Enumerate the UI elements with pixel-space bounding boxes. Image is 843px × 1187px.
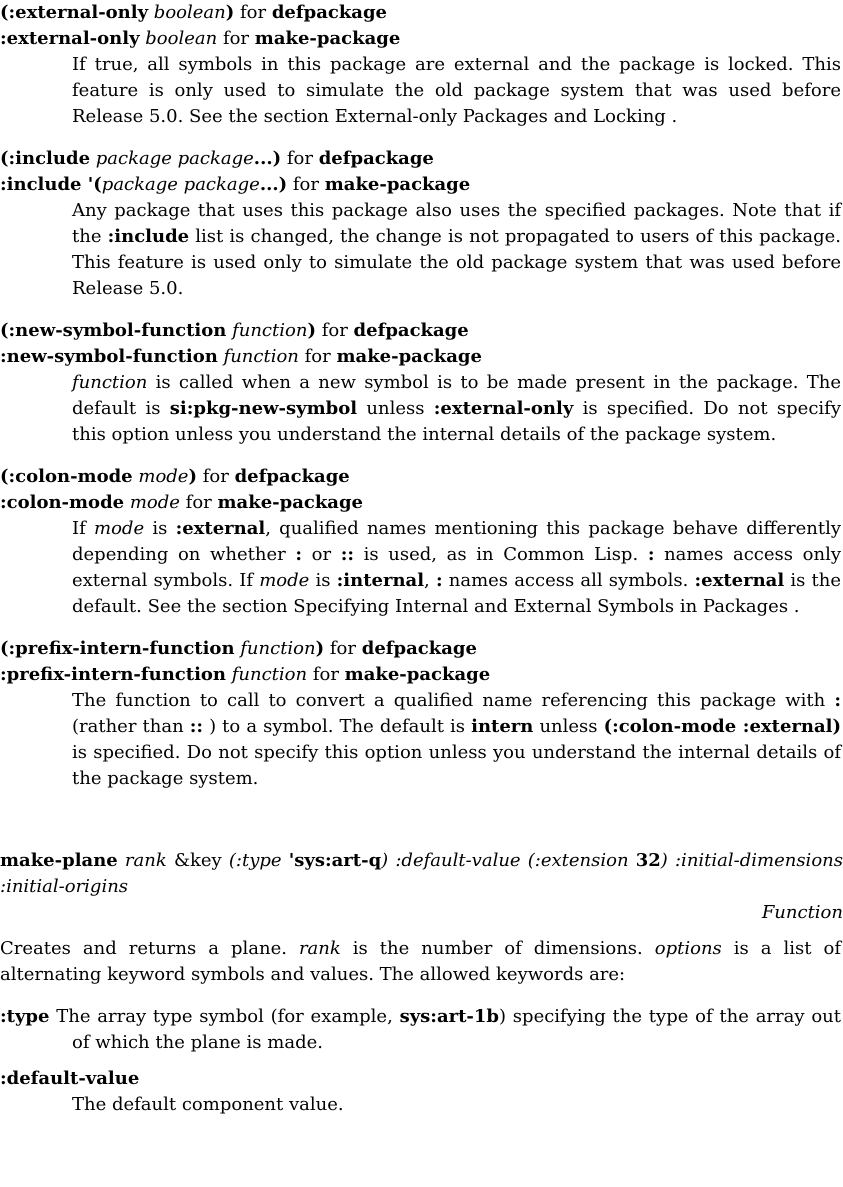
desc-text: If xyxy=(72,518,95,539)
keyword-ref: :internal xyxy=(336,570,425,591)
for-word: for xyxy=(304,346,331,367)
option-description xyxy=(72,370,841,448)
desc-text: or xyxy=(302,544,341,565)
option-external-only xyxy=(0,0,843,130)
colon-ref: : xyxy=(295,544,303,565)
keyword-ref: :external-only xyxy=(433,398,574,419)
for-word: for xyxy=(292,174,319,195)
for-word: for xyxy=(329,638,356,659)
option-keyword: :external-only xyxy=(8,2,149,23)
colon-ref: : xyxy=(647,544,655,565)
option-argument: function xyxy=(232,320,308,341)
desc-text: The function to call to convert a qualified name referencing this package with xyxy=(72,690,835,711)
double-colon-ref: :: xyxy=(189,716,204,737)
desc-text: is xyxy=(309,570,337,591)
desc-text: names access all symbols. xyxy=(442,570,695,591)
paren-close: ...) xyxy=(259,174,288,195)
desc-text: Creates and returns a plane. xyxy=(0,938,299,959)
option-argument: package package xyxy=(101,174,260,195)
function-intro xyxy=(0,936,841,988)
function-name: make-plane xyxy=(0,850,118,871)
desc-text: is the number of dimensions. xyxy=(340,938,655,959)
option-description xyxy=(72,688,841,792)
option-prefix-intern-function xyxy=(0,636,843,792)
signature-kind-row xyxy=(0,900,843,926)
entry-kind-label: Function xyxy=(761,902,843,923)
arg-ref: options xyxy=(654,938,722,959)
paren-open: ( xyxy=(0,466,9,487)
paren-open: ( xyxy=(0,2,9,23)
option-heading-defpackage xyxy=(0,636,843,662)
desc-text: is a list of alternating keyword symbols and values. The allowed keywords are: xyxy=(0,938,841,985)
option-keyword: :prefix-intern-function xyxy=(8,638,235,659)
form-ref: (:colon-mode :external) xyxy=(603,716,841,737)
option-keyword: :include xyxy=(8,148,91,169)
option-new-symbol-function xyxy=(0,318,843,448)
for-word: for xyxy=(185,492,212,513)
option-description xyxy=(72,516,841,620)
target-defpackage: defpackage xyxy=(361,638,477,659)
for-word: for xyxy=(321,320,348,341)
paren-open: ( xyxy=(0,638,9,659)
signature-value: 32 xyxy=(635,850,661,871)
option-keyword: :include xyxy=(0,174,82,195)
desc-text: is the default. See the section Specifying Internal and External Symbols in Packages . xyxy=(72,570,841,617)
keyword-ref: :include xyxy=(107,226,190,247)
signature-option: (:type xyxy=(228,850,282,871)
lambda-keyword: &key xyxy=(173,850,222,871)
option-description xyxy=(72,198,841,302)
option-argument: mode xyxy=(138,466,189,487)
for-word: for xyxy=(222,28,250,49)
signature-value: 'sys:art-q xyxy=(288,850,382,871)
option-argument: boolean xyxy=(145,28,218,49)
for-word: for xyxy=(286,148,313,169)
option-description: If true, all symbols in this package are external and the package is locked. This feature is only used to simulate the old package system that was used before Release 5.0. See the section External-only Packages and Locking . xyxy=(72,54,841,127)
target-make-package: make-package xyxy=(344,664,491,685)
option-heading-defpackage xyxy=(0,318,843,344)
option-include xyxy=(0,146,843,302)
desc-text: Any package that uses this package also uses the specified packages. Note that if the xyxy=(72,200,841,247)
desc-text: is called when a new symbol is to be made present in the package. The default is xyxy=(72,372,841,419)
paren-close: ) xyxy=(315,638,325,659)
function-arg: rank xyxy=(124,850,167,871)
keyword-entry-default-value xyxy=(0,1066,843,1118)
target-make-package: make-package xyxy=(217,492,364,513)
arg-ref: mode xyxy=(94,518,145,539)
keyword-term: :default-value xyxy=(0,1068,140,1089)
function-signature xyxy=(0,848,843,926)
desc-text: ) to a symbol. The default is xyxy=(203,716,472,737)
paren-close: ) xyxy=(225,2,235,23)
option-keyword: :prefix-intern-function xyxy=(0,664,226,685)
desc-text: ) specifying the type of the array out of which the plane is made. xyxy=(72,1006,841,1053)
desc-text: , xyxy=(424,570,436,591)
target-defpackage: defpackage xyxy=(353,320,469,341)
colon-ref: : xyxy=(435,570,443,591)
desc-text: is xyxy=(144,518,176,539)
double-colon-ref: :: xyxy=(340,544,355,565)
for-word: for xyxy=(240,2,267,23)
desc-text: (rather than xyxy=(72,716,190,737)
quote-paren: '( xyxy=(81,174,102,195)
keyword-ref: :external xyxy=(175,518,266,539)
option-keyword: :colon-mode xyxy=(0,492,125,513)
option-heading-defpackage xyxy=(0,146,843,172)
paren-close: ) xyxy=(307,320,316,341)
desc-text: unless xyxy=(533,716,604,737)
option-argument: function xyxy=(231,664,308,685)
keyword-term: :type xyxy=(0,1006,50,1027)
arg-ref: function xyxy=(72,372,148,393)
desc-text: list is changed, the change is not propagated to users of this package. This feature is used only to simulate the old package system that was used before Release 5.0. xyxy=(72,226,841,299)
keyword-entry-type xyxy=(0,1004,841,1056)
option-heading-defpackage xyxy=(0,464,843,490)
arg-ref: rank xyxy=(298,938,341,959)
option-argument: function xyxy=(240,638,316,659)
option-colon-mode xyxy=(0,464,843,620)
option-keyword: :new-symbol-function xyxy=(0,346,218,367)
signature-option: ) :default-value (:extension xyxy=(381,850,629,871)
keyword-ref: :external xyxy=(694,570,785,591)
desc-text: is specified. Do not specify this option unless you understand the internal details of the package system. xyxy=(72,742,841,789)
option-heading-make-package xyxy=(0,172,843,198)
target-defpackage: defpackage xyxy=(318,148,434,169)
option-keyword: :colon-mode xyxy=(8,466,133,487)
option-keyword: :new-symbol-function xyxy=(8,320,227,341)
option-heading-make-package xyxy=(0,490,843,516)
target-make-package: make-package xyxy=(254,28,401,49)
target-defpackage: defpackage xyxy=(234,466,350,487)
option-argument: boolean xyxy=(153,2,226,23)
for-word: for xyxy=(312,664,339,685)
type-ref: sys:art-1b xyxy=(399,1006,499,1027)
target-make-package: make-package xyxy=(324,174,471,195)
option-heading-make-package xyxy=(0,26,843,52)
option-heading-defpackage xyxy=(0,0,843,26)
desc-text: unless xyxy=(357,398,434,419)
option-argument: function xyxy=(223,346,299,367)
signature-option: ) :initial-dimensions :initial-origins xyxy=(0,850,843,897)
option-argument: package package xyxy=(95,148,254,169)
target-make-package: make-package xyxy=(336,346,482,367)
option-heading-make-package xyxy=(0,662,843,688)
paren-close: ) xyxy=(188,466,197,487)
desc-text: is specified. Do not specify this option unless you understand the internal details of the package system. xyxy=(72,398,841,445)
target-defpackage: defpackage xyxy=(271,2,388,23)
function-ref: si:pkg-new-symbol xyxy=(169,398,358,419)
option-heading-make-package xyxy=(0,344,843,370)
arg-ref: mode xyxy=(259,570,310,591)
desc-text: is used, as in Common Lisp. xyxy=(354,544,648,565)
colon-ref: : xyxy=(834,690,841,711)
paren-close: ...) xyxy=(253,148,282,169)
function-ref: intern xyxy=(471,716,534,737)
keyword-description: The default component value. xyxy=(72,1094,344,1115)
paren-open: ( xyxy=(0,148,9,169)
option-argument: mode xyxy=(129,492,180,513)
option-keyword: :external-only xyxy=(0,28,140,49)
paren-open: ( xyxy=(0,320,9,341)
for-word: for xyxy=(202,466,229,487)
desc-text: , qualified names mentioning this package behave differently depending on whether xyxy=(72,518,841,565)
desc-text: names access only external symbols. If xyxy=(72,544,841,591)
desc-text: The array type symbol (for example, xyxy=(49,1006,400,1027)
